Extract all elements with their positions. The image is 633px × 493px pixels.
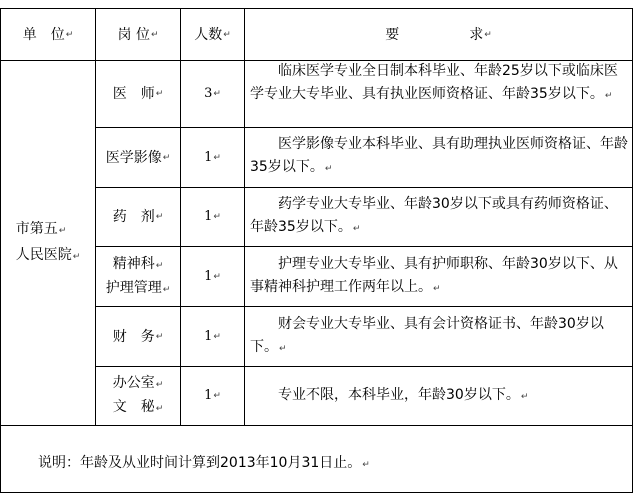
- paragraph-mark-icon: ↵: [72, 252, 81, 262]
- paragraph-mark-icon: ↵: [58, 226, 67, 236]
- count-value: 1: [204, 209, 213, 224]
- unit-name-line2: 人民医院: [15, 247, 72, 263]
- unit-name-cell: [1, 61, 95, 425]
- position-label-line2: 护理管理: [105, 279, 162, 296]
- paragraph-mark-icon: ↵: [324, 164, 333, 174]
- footnote-text: 说明：年龄及从业时间计算到2013年10月31日止。: [38, 455, 362, 471]
- count-value: 1: [204, 268, 213, 284]
- unit-name-line1: 市第五: [15, 221, 58, 237]
- requirement-text: 药学专业大专毕业、年龄30岁以下或具有药师资格证、年龄35岁以下。: [250, 196, 618, 235]
- paragraph-mark-icon: ↵: [155, 260, 164, 271]
- position-label-line2: 文 秘: [112, 399, 155, 415]
- table-row-position: [96, 307, 180, 366]
- count-value: 1: [204, 388, 213, 403]
- header-position: [96, 9, 180, 60]
- table-row-position: [96, 367, 180, 425]
- table-row-count: [181, 307, 244, 366]
- table-row-count: [181, 128, 244, 187]
- table-row-requirement: [250, 253, 628, 301]
- paragraph-mark-icon: ↵: [150, 29, 159, 40]
- paragraph-mark-icon: ↵: [279, 344, 287, 354]
- requirement-text: 专业不限，本科毕业，年龄30岁以下。: [250, 387, 520, 403]
- paragraph-mark-icon: ↵: [155, 380, 164, 390]
- table-row-position: [96, 128, 180, 187]
- table-row-requirement: [250, 60, 628, 108]
- header-requirement: [245, 9, 632, 60]
- header-requirement-label: 要 求: [385, 26, 484, 43]
- requirement-text: 财会专业大专毕业、具有会计资格证书、年龄30岁以下。: [250, 316, 604, 355]
- count-value: 1: [204, 149, 213, 165]
- requirement-text: 临床医学专业全日制本科毕业、年龄25岁以下或临床医学专业大专毕业、具有执业医师资格证、年龄35岁以下。: [250, 63, 618, 102]
- paragraph-mark-icon: ↵: [433, 284, 441, 294]
- paragraph-mark-icon: ↵: [162, 284, 171, 295]
- paragraph-mark-icon: ↵: [213, 89, 221, 99]
- paragraph-mark-icon: ↵: [520, 392, 529, 402]
- paragraph-mark-icon: ↵: [362, 460, 370, 470]
- table-row-count: [181, 61, 244, 127]
- count-value: 3: [204, 86, 213, 101]
- table-row-count: [181, 247, 244, 306]
- header-count-label: 人数: [194, 26, 223, 43]
- header-unit-label: 单 位: [22, 26, 65, 43]
- table-row-count: [181, 188, 244, 246]
- table-row-requirement: [250, 384, 628, 409]
- table-row-count: [181, 367, 244, 425]
- paragraph-mark-icon: ↵: [213, 391, 221, 401]
- requirement-text: 护理专业大专毕业、具有护师职称、年龄30岁以下、从事精神科护理工作两年以上。: [250, 256, 618, 295]
- paragraph-mark-icon: ↵: [213, 152, 221, 163]
- header-count: [181, 9, 244, 60]
- header-position-label: 岗 位: [117, 26, 150, 43]
- position-label: 财 务: [112, 328, 155, 345]
- paragraph-mark-icon: ↵: [352, 224, 361, 234]
- paragraph-mark-icon: ↵: [162, 152, 171, 163]
- paragraph-mark-icon: ↵: [155, 212, 164, 222]
- paragraph-mark-icon: ↵: [155, 89, 164, 99]
- position-label: 药 剂: [112, 209, 155, 225]
- paragraph-mark-icon: ↵: [484, 29, 492, 40]
- paragraph-mark-icon: ↵: [604, 91, 613, 101]
- position-label: 医学影像: [105, 149, 162, 166]
- paragraph-mark-icon: ↵: [223, 29, 231, 40]
- table-row-requirement: [250, 193, 628, 241]
- table-row-requirement: [250, 133, 628, 181]
- table-row-position: [96, 247, 180, 306]
- table-row-position: [96, 188, 180, 246]
- paragraph-mark-icon: ↵: [155, 331, 164, 342]
- paragraph-mark-icon: ↵: [213, 331, 221, 342]
- table-row-requirement: [250, 313, 628, 361]
- column-divider: [244, 8, 245, 426]
- requirement-text: 医学影像专业本科毕业、具有助理执业医师资格证、年龄35岁以下。: [250, 136, 628, 175]
- header-unit: [1, 9, 95, 60]
- position-label: 医 师: [112, 86, 155, 102]
- table-row-position: [96, 61, 180, 127]
- count-value: 1: [204, 328, 213, 344]
- position-label-line1: 办公室: [112, 375, 155, 391]
- paragraph-mark-icon: ↵: [155, 404, 164, 414]
- paragraph-mark-icon: ↵: [213, 271, 221, 282]
- footnote: [38, 452, 618, 474]
- position-label-line1: 精神科: [112, 255, 155, 272]
- paragraph-mark-icon: ↵: [213, 212, 221, 222]
- paragraph-mark-icon: ↵: [65, 29, 74, 40]
